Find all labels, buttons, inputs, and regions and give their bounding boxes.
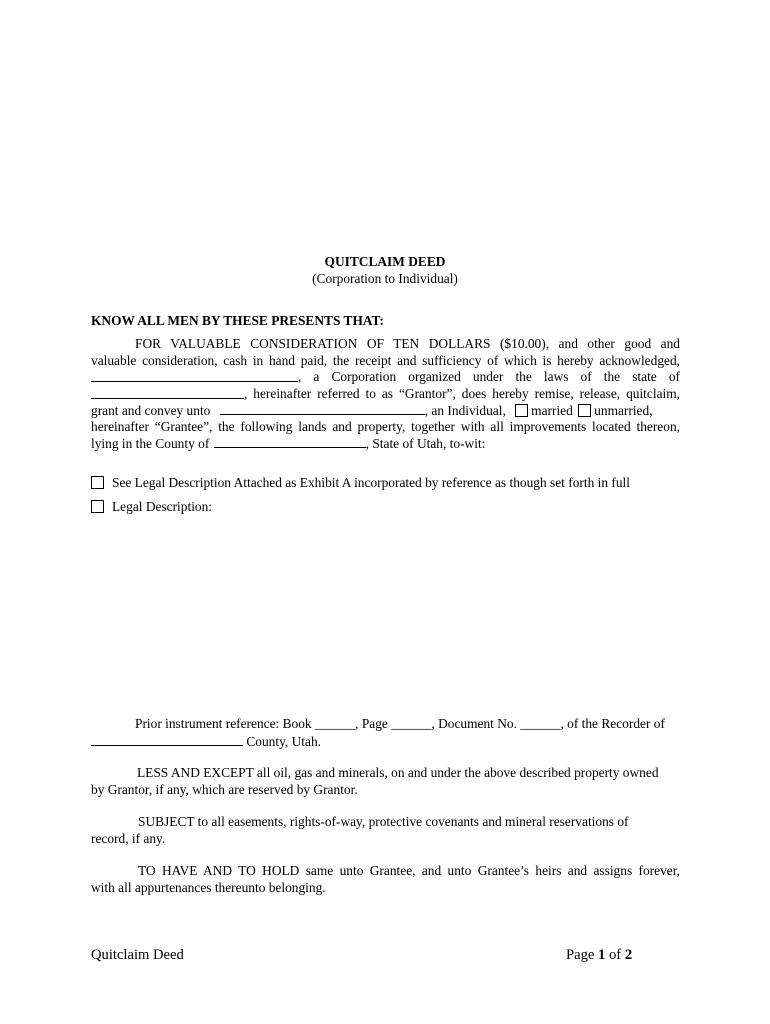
footer-document-name: Quitclaim Deed [91,947,184,963]
prior-line-2 [91,733,680,750]
county-text: lying in the County of [91,436,210,451]
individual-text: , an Individual, [424,403,506,418]
county-utah-text: County, Utah. [246,733,321,749]
grant-convey-text: grant and convey unto [91,403,211,418]
consideration-line-6: hereinafter “Grantee”, the following lands and property, together with all improvements located thereon, [91,418,680,434]
consideration-line-5 [91,402,680,419]
habendum-paragraph [91,863,680,896]
legal-description-label: Legal Description: [112,499,213,514]
less-except-line-1: LESS AND EXCEPT all oil, gas and minerals, on and under the above described property owned [137,765,659,780]
grantor-name-field[interactable] [91,369,298,382]
subject-paragraph [91,814,680,847]
legal-description-option [91,499,212,516]
consideration-paragraph [91,336,680,452]
consideration-line-7 [91,435,680,452]
consideration-line-1: FOR VALUABLE CONSIDERATION OF TEN DOLLARS ($10.00), and other good and [135,336,680,351]
consideration-line-2: valuable consideration, cash in hand paid, the receipt and sufficiency of which is hereby acknowledged, [91,352,680,368]
legal-description-checkbox[interactable] [91,500,104,513]
state-field[interactable] [91,386,244,399]
current-page: 1 [598,947,606,963]
of-label: of [608,947,622,963]
page-label: Page [566,947,595,963]
consideration-line-3 [91,369,680,386]
document-title: QUITCLAIM DEED [324,254,446,269]
corporation-text: , a Corporation organized under the laws of the state of [298,369,680,384]
married-checkbox[interactable] [515,404,528,417]
recorder-county-field[interactable] [91,733,243,746]
exhibit-option [91,475,630,492]
married-label: married [531,403,573,418]
subject-line-2: record, if any. [91,830,166,846]
habendum-line-2: with all appurtenances thereunto belonging. [91,879,326,895]
county-field[interactable] [214,435,366,448]
unmarried-label: unmarried, [594,403,653,418]
prior-instrument-paragraph [91,716,680,749]
exhibit-checkbox[interactable] [91,476,104,489]
total-pages: 2 [624,947,633,963]
subject-line-1: SUBJECT to all easements, rights-of-way, protective covenants and mineral reservations of [138,814,629,829]
preamble: KNOW ALL MEN BY THESE PRESENTS THAT: [91,313,384,328]
consideration-line-4 [91,386,680,403]
grantor-text: , hereinafter referred to as “Grantor”, does hereby remise, release, quitclaim, [244,385,680,401]
grantee-name-field[interactable] [220,402,425,415]
habendum-line-1: TO HAVE AND TO HOLD same unto Grantee, and unto Grantee’s heirs and assigns forever, [138,863,680,878]
document-subtitle: (Corporation to Individual) [312,271,458,286]
exhibit-label: See Legal Description Attached as Exhibit A incorporated by reference as though set forth in full [112,475,630,490]
state-utah-text: , State of Utah, to-wit: [365,436,486,451]
unmarried-checkbox[interactable] [578,404,591,417]
less-except-paragraph [91,765,680,798]
less-except-line-2: by Grantor, if any, which are reserved by Grantor. [91,781,358,797]
prior-line-1: Prior instrument reference: Book ______, Page ______, Document No. ______, of the Recorder of [135,716,665,731]
footer-page-number [566,947,632,964]
